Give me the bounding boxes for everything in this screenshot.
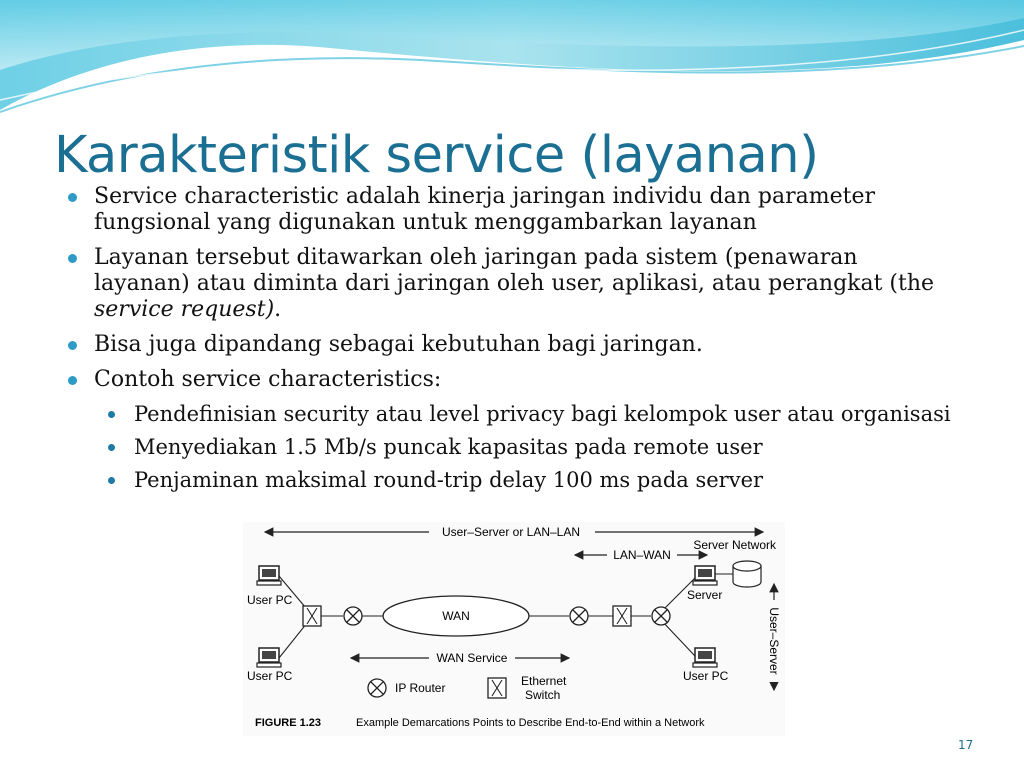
user-server-vertical-label: User–Server [767, 607, 781, 675]
network-demarcation-figure [243, 522, 785, 736]
ip-router-icon [344, 607, 362, 625]
sub-bullet-item [106, 435, 956, 460]
network-diagram [243, 522, 785, 736]
bullet-item [66, 332, 956, 358]
user-pc-label: User PC [683, 669, 729, 683]
lan-wan-label: LAN–WAN [613, 548, 671, 562]
bullet-text: Pendefinisian security atau level privacy bagi kelompok user atau organisasi [134, 402, 951, 426]
figure-caption-text: Example Demarcations Points to Describe End-to-End within a Network [356, 717, 705, 729]
bullet-text: Layanan tersebut ditawarkan oleh jaringan pada sistem (penawaran layanan) atau diminta dari jaringan oleh user, aplikasi, atau perangkat (the [94, 245, 935, 296]
user-pc-icon [693, 648, 717, 667]
sub-bullet-item [106, 468, 956, 493]
database-icon [733, 561, 761, 587]
page-number: 17 [958, 738, 974, 752]
slide-title: Karakteristik service (layanan) [54, 126, 819, 185]
ethernet-switch-legend-icon [488, 678, 506, 698]
sub-bullet-item [106, 402, 956, 427]
user-server-lan-label: User–Server or LAN–LAN [441, 525, 581, 539]
ip-router-icon [652, 607, 670, 625]
user-pc-icon [257, 648, 281, 667]
user-pc-label: User PC [247, 593, 293, 607]
bullet-list [66, 184, 956, 501]
ip-router-legend-icon [368, 679, 386, 697]
bullet-item [66, 367, 956, 393]
wan-label: WAN [442, 609, 470, 623]
ip-router-icon [570, 607, 588, 625]
ethernet-legend-label: Ethernet [521, 674, 567, 688]
bullet-text-italic: service request) [94, 297, 275, 322]
bullet-text: Contoh service characteristics: [94, 367, 442, 392]
server-icon [693, 566, 717, 585]
server-label: Server [687, 588, 723, 602]
bullet-text: Penjaminan maksimal round-trip delay 100 ms pada server [134, 468, 764, 492]
user-pc-icon [257, 566, 281, 585]
server-network-label: Server Network [693, 538, 776, 552]
bullet-text: Menyediakan 1.5 Mb/s puncak kapasitas pada remote user [134, 435, 763, 459]
switch-legend-label: Switch [525, 688, 561, 702]
header-wave-decoration [0, 0, 1024, 120]
user-pc-label: User PC [247, 669, 293, 683]
bullet-item [66, 184, 956, 236]
bullet-text-end: . [274, 297, 282, 322]
ethernet-switch-icon [303, 606, 321, 626]
wan-service-label: WAN Service [436, 651, 508, 665]
bullet-text: Bisa juga dipandang sebagai kebutuhan bagi jaringan. [94, 332, 703, 357]
ip-router-legend-label: IP Router [395, 681, 446, 695]
bullet-item [66, 245, 956, 323]
figure-caption-label: FIGURE 1.23 [255, 717, 322, 729]
ethernet-switch-icon [613, 606, 631, 626]
bullet-text: Service characteristic adalah kinerja jaringan individu dan parameter fungsional yang digunakan untuk menggambarkan layanan [94, 184, 875, 235]
